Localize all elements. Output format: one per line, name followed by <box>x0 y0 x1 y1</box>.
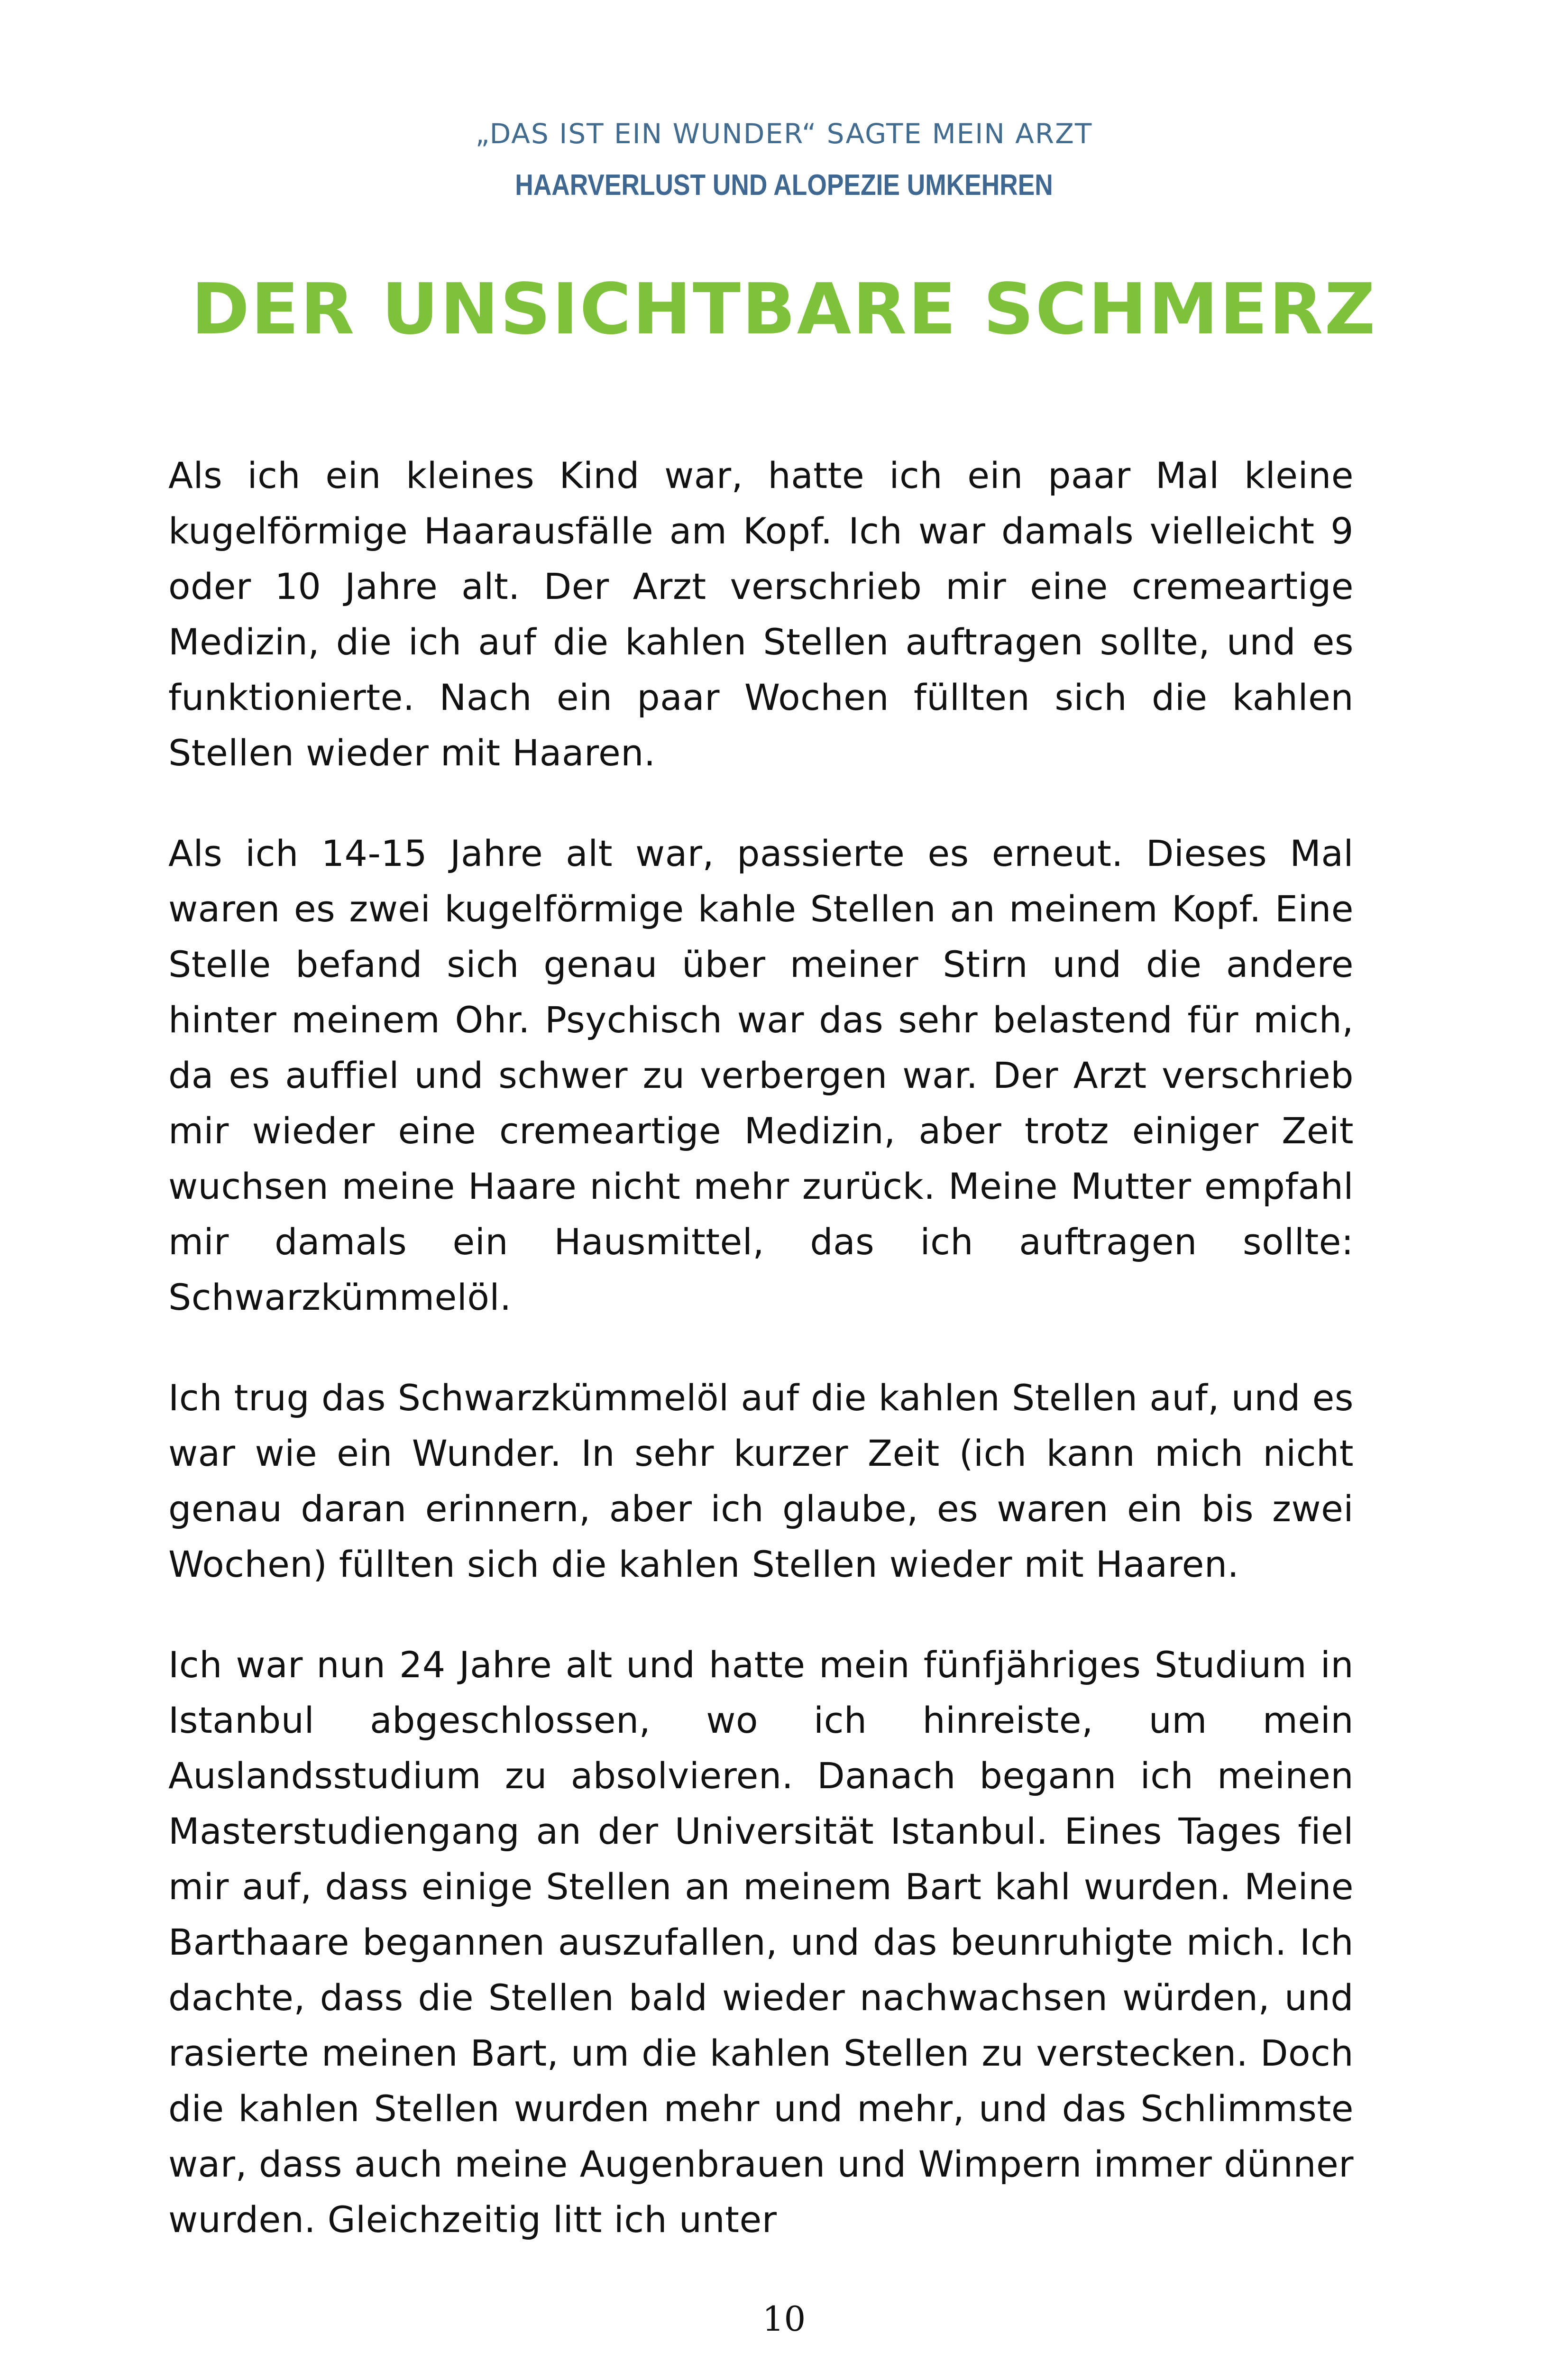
running-head-subtitle: HAARVERLUST UND ALOPEZIE UMKEHREN <box>515 169 1053 202</box>
page-number: 10 <box>762 2299 806 2339</box>
paragraph-2: Als ich 14-15 Jahre alt war, passierte es erneut. Dieses Mal waren es zwei kugelförmige kahle Stellen an meinem Kopf. Eine Stelle befand sich genau über meiner Stirn und die andere hinter meinem Ohr. Psychisch war das sehr belastend für mich, da es auffiel und schwer zu verbergen war. Der Arzt verschrieb mir wieder eine cremeartige Medizin, aber trotz einiger Zeit wuchsen meine Haare nicht mehr zurück. Meine Mutter empfahl mir damals ein Hausmittel, das ich auftragen sollte: Schwarzkümmelöl. <box>168 832 1354 1318</box>
paragraph-1: Als ich ein kleines Kind war, hatte ich ein paar Mal kleine kugelförmige Haarausfälle am Kopf. Ich war damals vielleicht 9 oder 10 Jahre alt. Der Arzt verschrieb mir eine cremeartige Medizin, die ich auf die kahlen Stellen auftragen sollte, und es funktionierte. Nach ein paar Wochen füllten sich die kahlen Stellen wieder mit Haaren. <box>168 454 1354 774</box>
chapter-title: DER UNSICHTBARE SCHMERZ <box>191 268 1377 350</box>
body-text <box>168 448 1354 2278</box>
paragraph-3: Ich trug das Schwarzkümmelöl auf die kahlen Stellen auf, und es war wie ein Wunder. In sehr kurzer Zeit (ich kann mich nicht genau daran erinnern, aber ich glaube, es waren ein bis zwei Wochen) füllten sich die kahlen Stellen wieder mit Haaren. <box>168 1377 1354 1585</box>
running-head-book-title: „DAS IST EIN WUNDER“ SAGTE MEIN ARZT <box>475 118 1093 150</box>
paragraph-4: Ich war nun 24 Jahre alt und hatte mein fünfjähriges Studium in Istanbul abgeschlossen, wo ich hinreiste, um mein Auslandsstudium zu absolvieren. Danach begann ich meinen Masterstudiengang an der Universität Istanbul. Eines Tages fiel mir auf, dass einige Stellen an meinem Bart kahl wurden. Meine Barthaare begannen auszufallen, und das beunruhigte mich. Ich dachte, dass die Stellen bald wieder nachwachsen würden, und rasierte meinen Bart, um die kahlen Stellen zu verstecken. Doch die kahlen Stellen wurden mehr und mehr, und das Schlimmste war, dass auch meine Augenbrauen und Wimpern immer dünner wurden. Gleichzeitig litt ich unter <box>168 1644 1354 2241</box>
